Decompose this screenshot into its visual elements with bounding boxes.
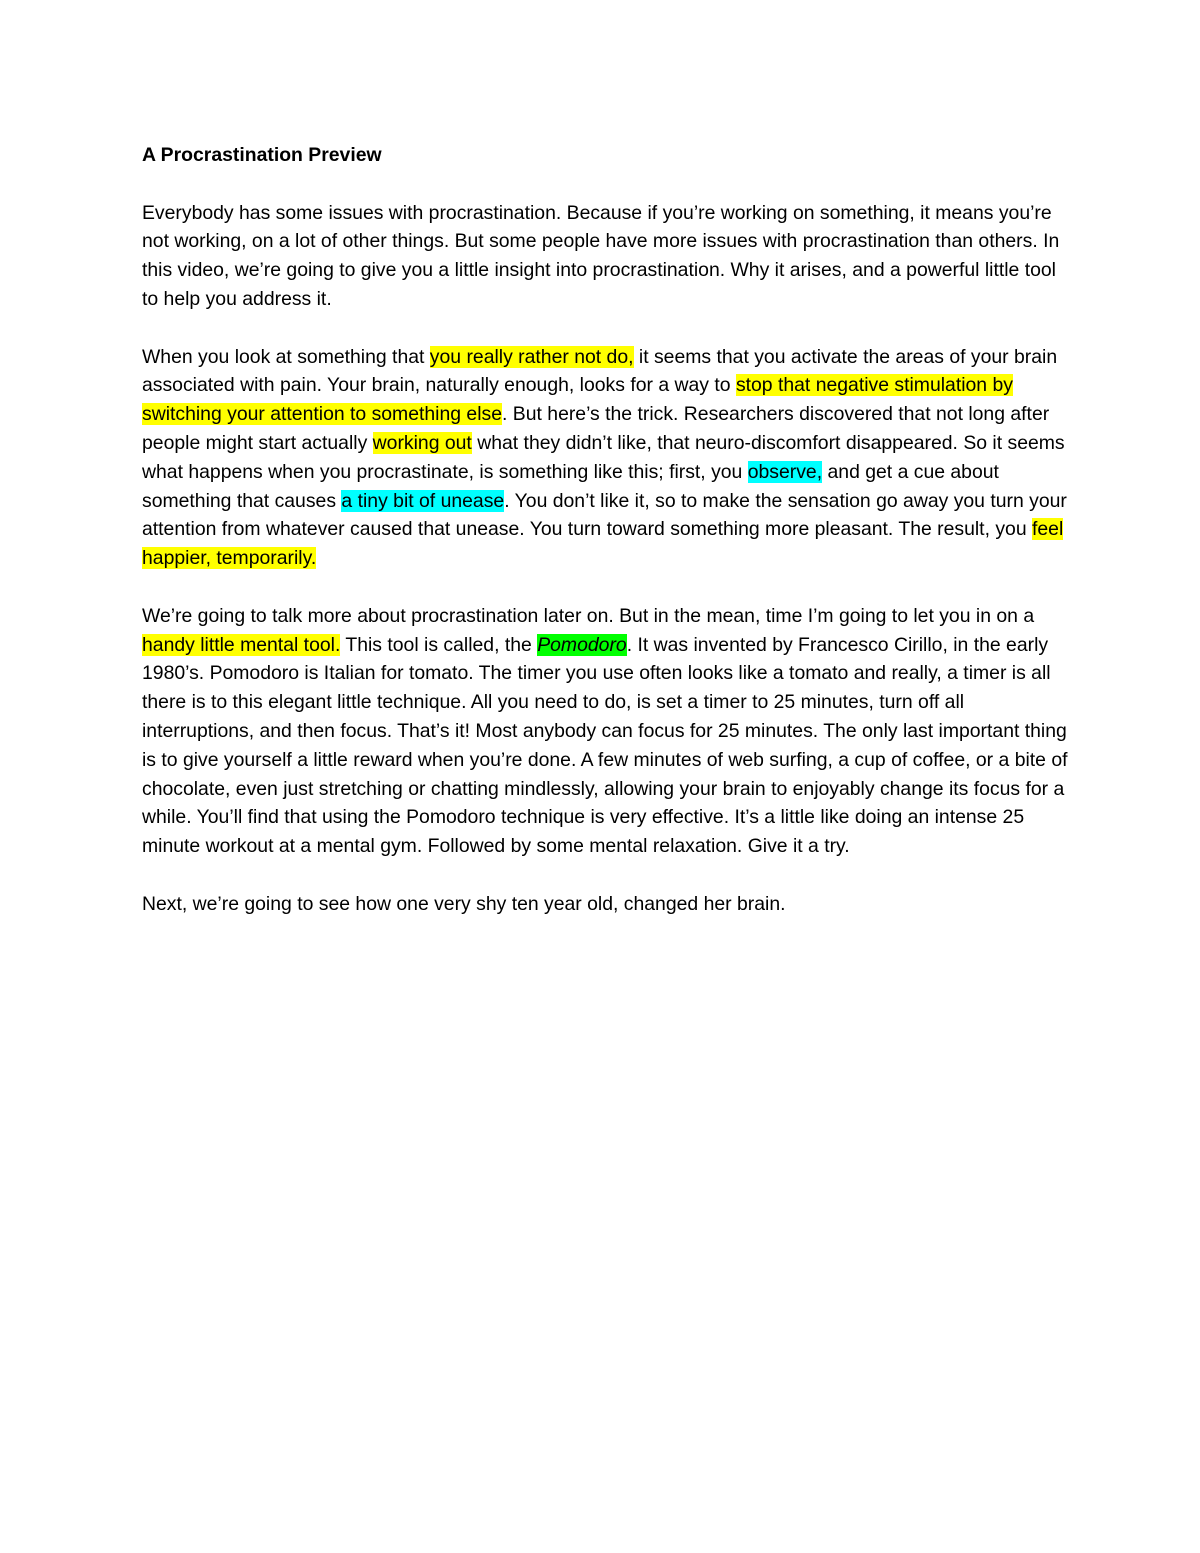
paragraph-next (142, 890, 1072, 919)
text-segment: We’re going to talk more about procrastination later on. But in the mean, time I’m going to let you in on a (142, 604, 1035, 627)
text-segment: what they didn’t like, that neuro-discomfort disappeared. So it seems what happens when you procrastinate, is something like this; first, you (142, 431, 1065, 483)
document-title: A Procrastination Preview (142, 144, 382, 166)
paragraph-intro-text: Everybody has some issues with procrastination. Because if you’re working on something, it means you’re not working, on a lot of other things. But some people have more issues with procrastination than others. In this video, we’re going to give you a little insight into procrastination. Why it arises, and a powerful little tool to help you address it. (142, 201, 1060, 310)
paragraph-pomodoro (142, 602, 1072, 861)
highlight-cyan: observe, (747, 460, 823, 483)
text-segment: . But here’s the trick. Researchers discovered that not long after people might start actually (142, 403, 1050, 454)
text-segment: . It was invented by Francesco Cirillo, in the early 1980’s. Pomodoro is Italian for tomato. The timer you use often looks like a tomato and really, a timer is all there is to this elegant little technique. All you need to do, is set a timer to 25 minutes, turn off all interruptions, and then focus. That’s it! Most anybody can focus for 25 minutes. The only last important thing is to give yourself a little reward when you’re done. A few minutes of web surfing, a cup of coffee, or a bite of chocolate, even just stretching or chatting mindlessly, allowing your brain to enjoyably change its focus for a while. You’ll find that using the Pomodoro technique is very effective. It’s a little like doing an intense 25 minute workout at a mental gym. Followed by some mental relaxation. Give it a try. (142, 633, 1068, 858)
highlight-yellow: working out (372, 431, 472, 454)
text-segment: This tool is called, the (340, 633, 538, 656)
paragraph-intro (142, 199, 1072, 314)
paragraph-pain (142, 343, 1072, 573)
highlight-yellow: handy little mental tool. (142, 633, 341, 656)
highlight-yellow: you really rather not do, (429, 345, 634, 368)
highlight-yellow: feel happier, temporarily. (142, 518, 1064, 570)
highlight-cyan: a tiny bit of unease (341, 489, 505, 512)
highlight-yellow: stop that negative stimulation by switching your attention to something else (142, 374, 1013, 426)
text-segment: and get a cue about something that causes (142, 460, 999, 512)
text-segment: When you look at something that (142, 345, 430, 368)
text-segment: it seems that you activate the areas of your brain associated with pain. Your brain, naturally enough, looks for a way to (142, 345, 1058, 397)
document-body (142, 141, 1072, 947)
paragraph-next-text: Next, we’re going to see how one very shy ten year old, changed her brain. (142, 892, 786, 915)
text-segment: . You don’t like it, so to make the sensation go away you turn your attention from whatever caused that unease. You turn toward something more pleasant. The result, you (142, 489, 1067, 541)
highlight-green: Pomodoro (537, 633, 627, 656)
